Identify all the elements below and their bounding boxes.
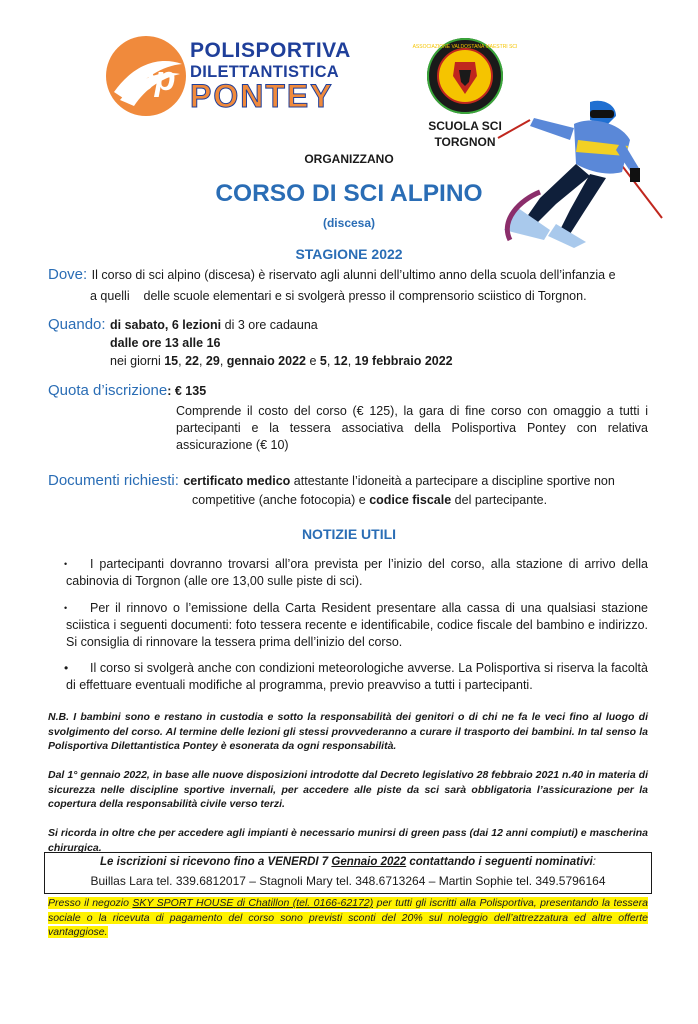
- quota-text: Comprende il costo del corso (€ 125), la gara di fine corso con omaggio a tutti i partecipanti e la tessera associativa della Polisportiva Pontey con relativa assicurazione (€ 10): [176, 404, 648, 452]
- notizia-2: Per il rinnovo o l’emissione della Carta Resident presentare alla cassa di una qualsiasi stazione sciistica i seguenti documenti: foto tessera recente e identificabile, codice fiscale del bambino e indirizzo. Si consiglia di rinnovare la tessera prima dell’inizio del corso.: [66, 601, 648, 649]
- logo-line3: PONTEY: [190, 78, 334, 114]
- notizie-title: NOTIZIE UTILI: [301, 526, 397, 542]
- promo-a: Presso il negozio: [48, 897, 133, 909]
- list-item: [66, 556, 648, 590]
- quando-rest: di 3 ore cadauna: [221, 318, 318, 332]
- pp-swoosh-icon: [104, 34, 188, 118]
- sep1: ,: [178, 354, 186, 368]
- promo-c: per tutti gli iscritti alla Polisportiva, presentando la tessera sociale o la ricevuta di pagamento del corso sono previsti sconti del 20% sul noleggio dell’attrezzatura ed altre offerte vantaggiose.: [48, 897, 648, 938]
- date-22: 22: [185, 354, 199, 368]
- sep3: ,: [219, 354, 227, 368]
- date-19-feb: 19 febbraio 2022: [354, 354, 453, 368]
- sep4: e: [305, 354, 320, 368]
- promo-shop: SKY SPORT HOUSE di Chatillon (tel. 0166-62172): [132, 897, 374, 909]
- month-jan: gennaio 2022: [226, 354, 306, 368]
- date-15: 15: [164, 354, 179, 368]
- date-29: 29: [205, 354, 220, 368]
- bullet-icon: •: [64, 603, 68, 613]
- quando-bold: di sabato, 6 lezioni: [110, 318, 222, 332]
- organizzano-label: ORGANIZZANO: [304, 152, 394, 166]
- dove-label: Dove:: [48, 266, 88, 283]
- doc-text2: competitive (anche fotocopia) e: [192, 493, 370, 507]
- greenpass-note: Si ricorda in oltre che per accedere agli impianti è necessario munirsi di green pass (dai 12 anni compiuti) e mascherina chirurgica.: [48, 827, 648, 854]
- quando-section: [48, 316, 648, 334]
- iscrizioni-box: [44, 852, 652, 894]
- bullet-icon: •: [64, 661, 69, 675]
- sep5: ,: [326, 354, 334, 368]
- dates-prefix: nei giorni: [110, 354, 165, 368]
- logo-line2: DILETTANTISTICA: [190, 63, 340, 81]
- svg-text:ASSOCIAZIONE VALDOSTANA MAESTR: ASSOCIAZIONE VALDOSTANA MAESTRI SCI: [412, 44, 518, 50]
- iscrizioni-a: Le iscrizioni si ricevono fino a VENERDI 7: [100, 856, 332, 868]
- sep2: ,: [198, 354, 206, 368]
- caption-line2: TORGNON: [434, 135, 496, 149]
- bullet-icon: •: [64, 559, 68, 569]
- list-item: [66, 660, 648, 694]
- nb-note: N.B. I bambini sono e restano in custodia e sotto la responsabilità dei genitori o di chi ne fa le veci fino al luogo di svolgimento del corso. Al termine delle lezioni gli stessi provvederanno a curare il trasporto dei bambini. In tal senso la Polisportiva Dilettantistica Pontey è esonerata da ogni responsabilità.: [48, 711, 648, 752]
- date-5: 5: [319, 354, 327, 368]
- svg-text:pp: pp: [134, 60, 176, 98]
- notizia-3: Il corso si svolgerà anche con condizioni meteorologiche avverse. La Polisportiva si riserva la facoltà di effettuare eventuali modifiche al programma, previo preavviso a tutti i partecipanti.: [66, 661, 648, 692]
- list-item: [66, 600, 648, 651]
- documenti-line2: [192, 492, 547, 509]
- notizia-1: I partecipanti dovranno trovarsi all’ora prevista per l’inizio del corso, alla stazione di arrivo della cabinovia di Torgnon (alle ore 13,00 sulle piste di sci).: [66, 557, 648, 588]
- iscrizioni-heading: [45, 856, 651, 868]
- dove-line2: a quelli delle scuole elementari e si svolgerà presso il comprensorio sciistico di Torgnon.: [90, 289, 587, 303]
- quota-label: Quota d’iscrizione: [48, 382, 168, 399]
- caption-line1: SCUOLA SCI: [428, 119, 502, 133]
- doc-certificato: certificato medico: [183, 474, 291, 488]
- doc-text1: attestante l’idoneità a partecipare a discipline sportive non: [290, 474, 615, 488]
- iscrizioni-c: contattando i seguenti nominativi: [406, 856, 593, 868]
- iscrizioni-contacts: Buillas Lara tel. 339.6812017 – Stagnoli Mary tel. 348.6713264 – Martin Sophie tel. 349.5796164: [90, 874, 606, 888]
- quando-label: Quando:: [48, 316, 106, 333]
- date-12: 12: [333, 354, 348, 368]
- sep6: ,: [347, 354, 355, 368]
- doc-codice: codice fiscale: [369, 493, 452, 507]
- documenti-label: Documenti richiesti:: [48, 472, 179, 489]
- dove-section: [48, 266, 658, 284]
- page-title: CORSO DI SCI ALPINO: [215, 180, 483, 207]
- dove-line1: Il corso di sci alpino (discesa) è riservato agli alunni dell’ultimo anno della scuola dell’infanzia e: [91, 268, 616, 282]
- law-note: Dal 1° gennaio 2022, in base alle nuove disposizioni introdotte dal Decreto legislativo 28 febbraio 2021 n.40 in materia di sicurezza nelle discipline sportive invernali, per accedere alle piste da sci sarà obbligatoria l’assicurazione per la copertura della responsabilità civile verso terzi.: [48, 769, 648, 810]
- quando-hours: dalle ore 13 alle 16: [110, 336, 221, 350]
- polisportiva-logo: [104, 34, 351, 118]
- iscrizioni-colon: :: [592, 856, 596, 868]
- season-label: STAGIONE 2022: [295, 246, 403, 262]
- iscrizioni-date: Gennaio 2022: [331, 856, 407, 868]
- page-subtitle: (discesa): [322, 216, 376, 230]
- quota-amount: : € 135: [167, 384, 207, 398]
- doc-text3: del partecipante.: [451, 493, 548, 507]
- documenti-section: [48, 472, 658, 490]
- quota-section: [48, 382, 206, 400]
- promo-note: [48, 896, 648, 940]
- logo-line1: POLISPORTIVA: [190, 39, 351, 62]
- quando-dates: [110, 353, 453, 370]
